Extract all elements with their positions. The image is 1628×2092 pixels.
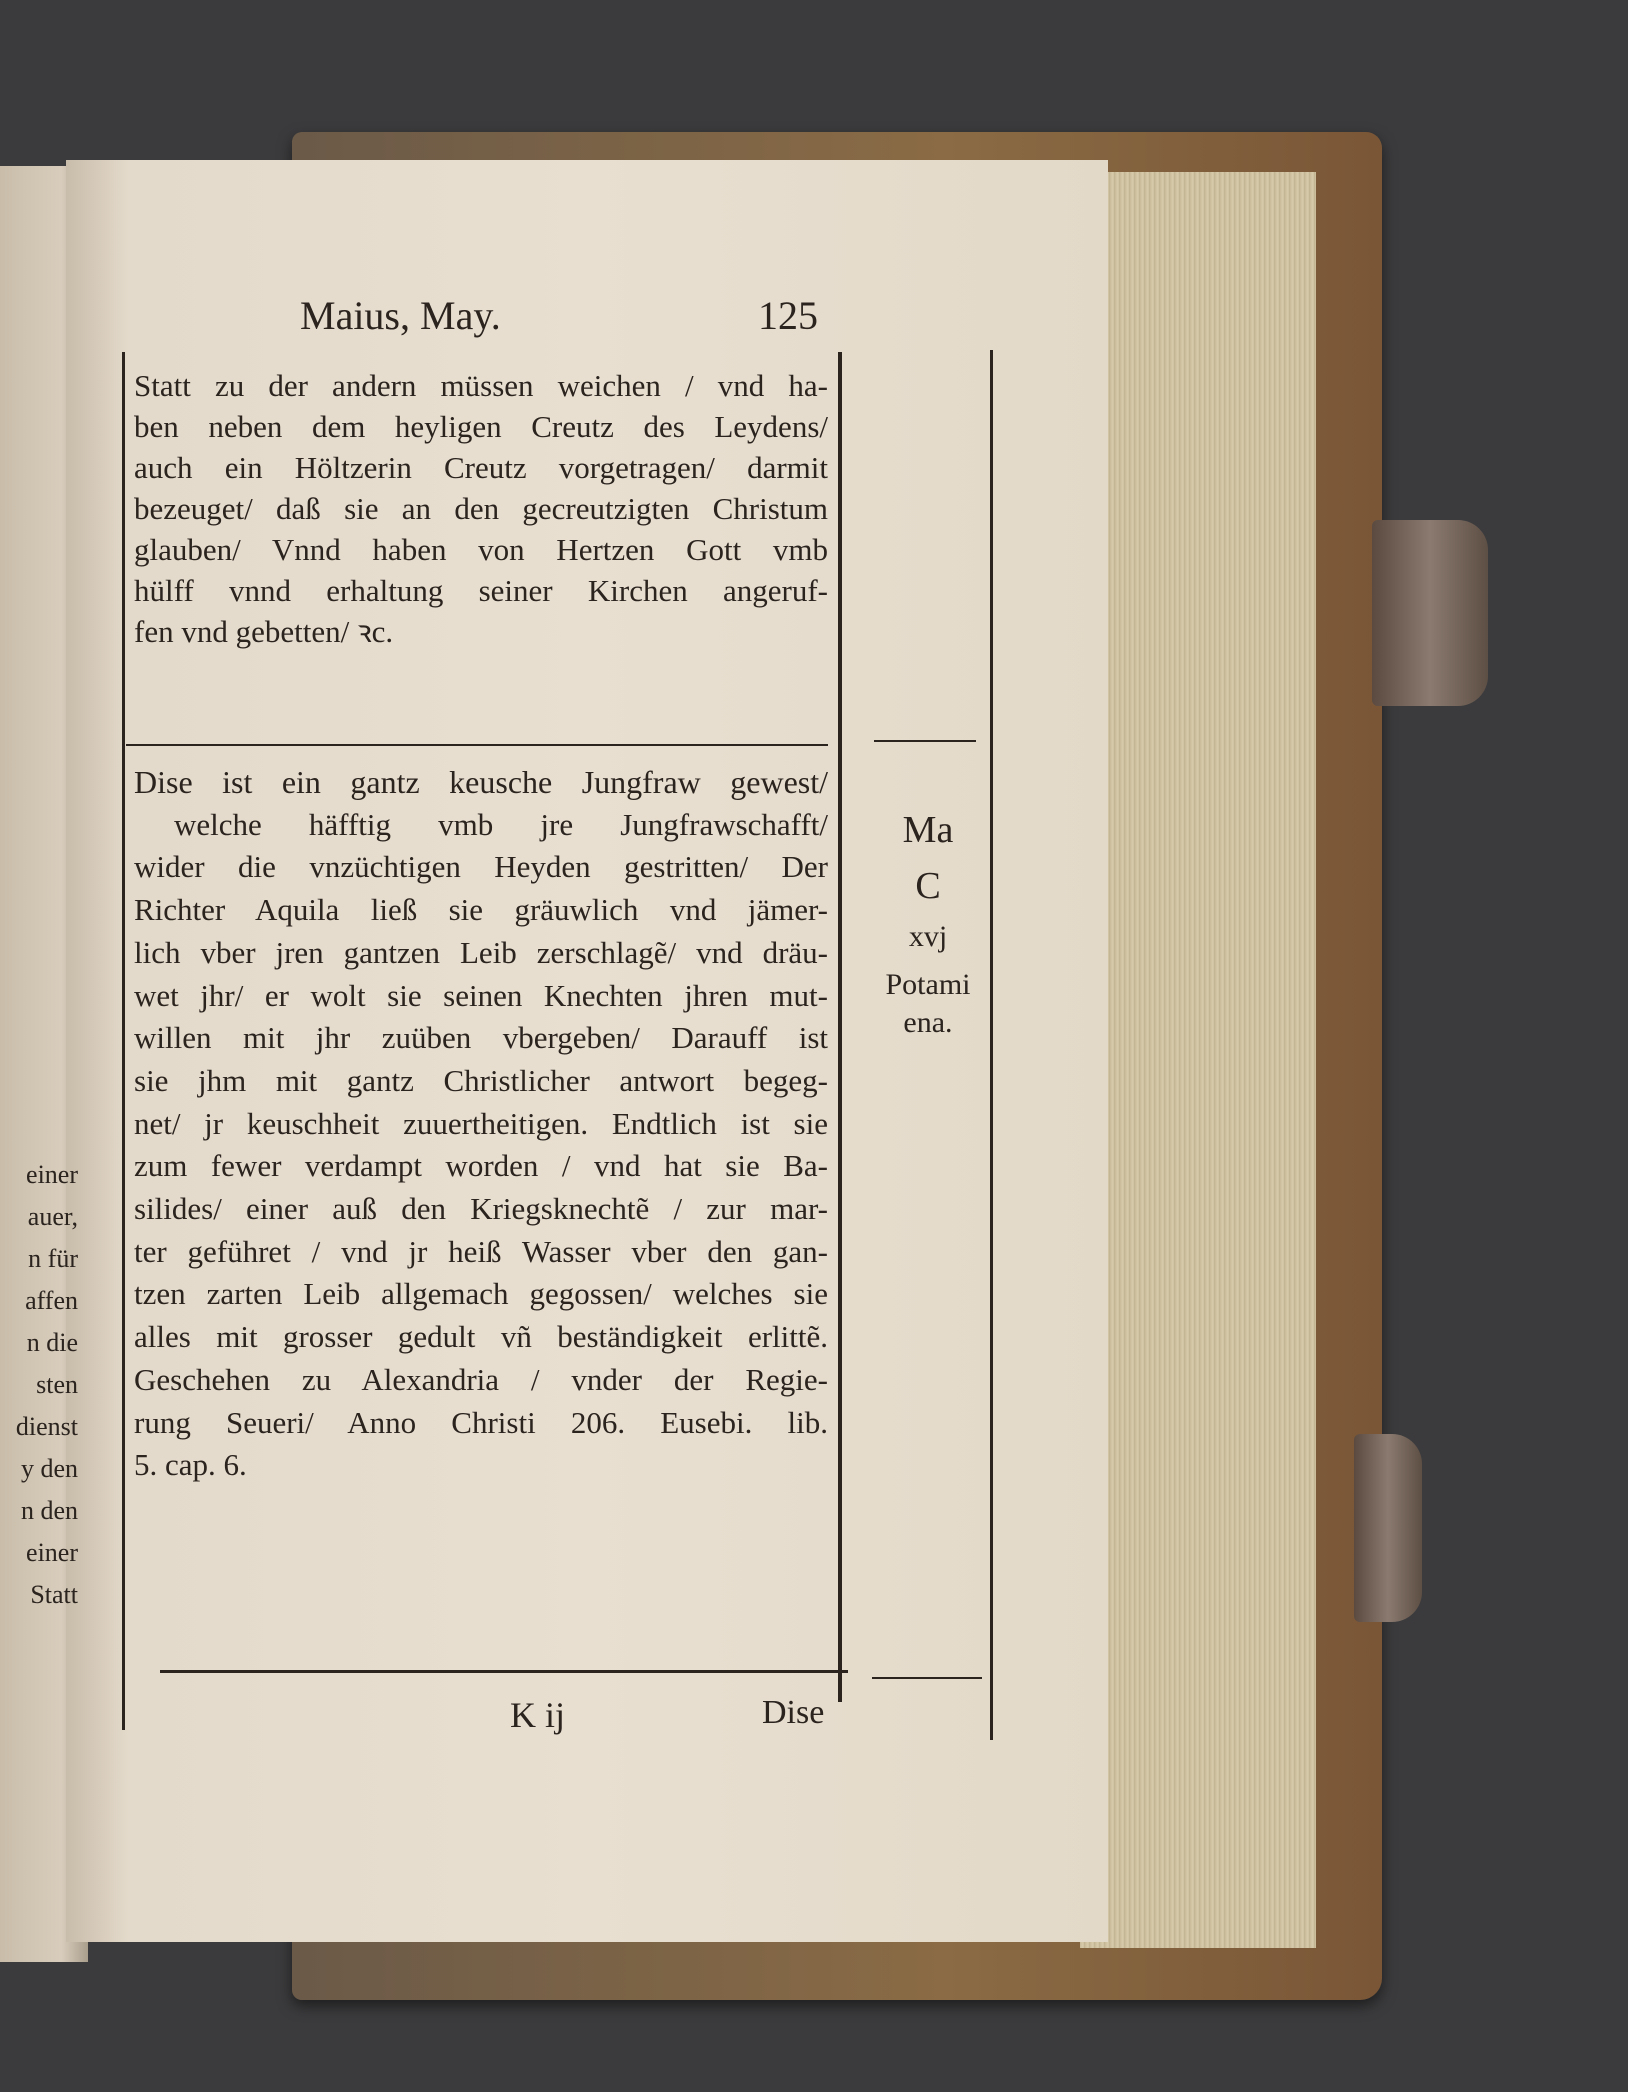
- text-line: welche häfftig vmb jre Jungfrawschafft/: [174, 806, 828, 842]
- text-line: Dise ist ein gantz keusche Jungfraw gewest/: [134, 764, 828, 800]
- text-line: silides/ einer auß den Kriegsknechtẽ / zur mar-: [134, 1191, 828, 1226]
- marginal-note: xvj: [908, 920, 948, 953]
- section-rule: [126, 744, 828, 746]
- catchword: Dise: [762, 1694, 825, 1731]
- text-line: lich vber jren gantzen Leib zerschlagẽ/ vnd dräu-: [134, 934, 828, 970]
- frame-left-rule: [122, 352, 125, 1730]
- text-line: tzen zarten Leib allgemach gegossen/ welches sie: [134, 1276, 828, 1312]
- left-page-fragment: y den: [20, 1454, 78, 1483]
- left-page-fragment: Statt: [30, 1580, 78, 1609]
- text-line: Richter Aquila ließ sie gräuwlich vnd jämer-: [134, 892, 828, 928]
- marginal-note: Ma: [902, 809, 954, 851]
- text-line: 5. cap. 6.: [134, 1447, 247, 1483]
- left-page-fragment: n die: [26, 1328, 78, 1357]
- text-line: glauben/ Vnnd haben von Hertzen Gott vmb: [134, 532, 828, 567]
- text-line: ter geführet / vnd jr heiß Wasser vber den gan-: [134, 1233, 828, 1269]
- text-line: wet jhr/ er wolt sie seinen Knechten jhren mut-: [134, 977, 828, 1013]
- page-edges: [1080, 172, 1316, 1948]
- text-line: alles mit grosser gedult vñ beständigkeit erlittẽ.: [134, 1319, 828, 1355]
- left-page-fragment: einer: [26, 1160, 78, 1189]
- signature-mark: K ij: [510, 1695, 566, 1735]
- marginal-note: C: [915, 865, 941, 907]
- text-line: fen vnd gebetten/ ꝛc.: [134, 614, 394, 649]
- marginal-note: ena.: [903, 1006, 953, 1039]
- clasp-top: [1372, 520, 1488, 706]
- text-line: Geschehen zu Alexandria / vnder der Regie-: [134, 1361, 828, 1397]
- marginal-note: Potami: [885, 968, 971, 1001]
- text-line: net/ jr keuschheit zuuertheitigen. Endtlich ist sie: [134, 1105, 828, 1141]
- left-page-fragment: auer,: [27, 1202, 78, 1231]
- text-line: auch ein Höltzerin Creutz vorgetragen/ darmit: [134, 450, 828, 485]
- frame-column-rule: [838, 352, 842, 1702]
- text-line: ben neben dem heyligen Creutz des Leydens/: [134, 409, 828, 444]
- running-head: Maius, May.: [300, 293, 501, 338]
- left-page-fragment: n für: [28, 1244, 78, 1273]
- left-page-fragment: sten: [36, 1370, 78, 1399]
- text-line: willen mit jhr zuüben vbergeben/ Darauff ist: [134, 1020, 828, 1056]
- left-page-fragment: n den: [20, 1496, 78, 1525]
- page-number: 125: [758, 293, 818, 338]
- clasp-bottom: [1354, 1434, 1422, 1622]
- text-line: wider die vnzüchtigen Heyden gestritten/ Der: [134, 849, 828, 885]
- margin-rule-bottom: [872, 1677, 982, 1679]
- text-line: zum fewer verdampt worden / vnd hat sie Ba-: [134, 1148, 828, 1184]
- left-page-fragment: dienst: [15, 1412, 78, 1441]
- left-page-fragment: einer: [26, 1538, 78, 1567]
- left-page-fragment: affen: [25, 1286, 78, 1315]
- bottom-rule: [160, 1670, 848, 1673]
- margin-rule-top: [874, 740, 976, 742]
- text-line: rung Seueri/ Anno Christi 206. Eusebi. lib.: [134, 1404, 828, 1440]
- text-line: bezeuget/ daß sie an den gecreutzigten Christum: [134, 491, 828, 526]
- frame-right-rule: [990, 350, 993, 1740]
- text-line: sie jhm mit gantz Christlicher antwort begeg-: [134, 1062, 828, 1098]
- text-line: hülff vnnd erhaltung seiner Kirchen angeruf-: [134, 573, 828, 608]
- text-line: Statt zu der andern müssen weichen / vnd ha-: [134, 368, 828, 403]
